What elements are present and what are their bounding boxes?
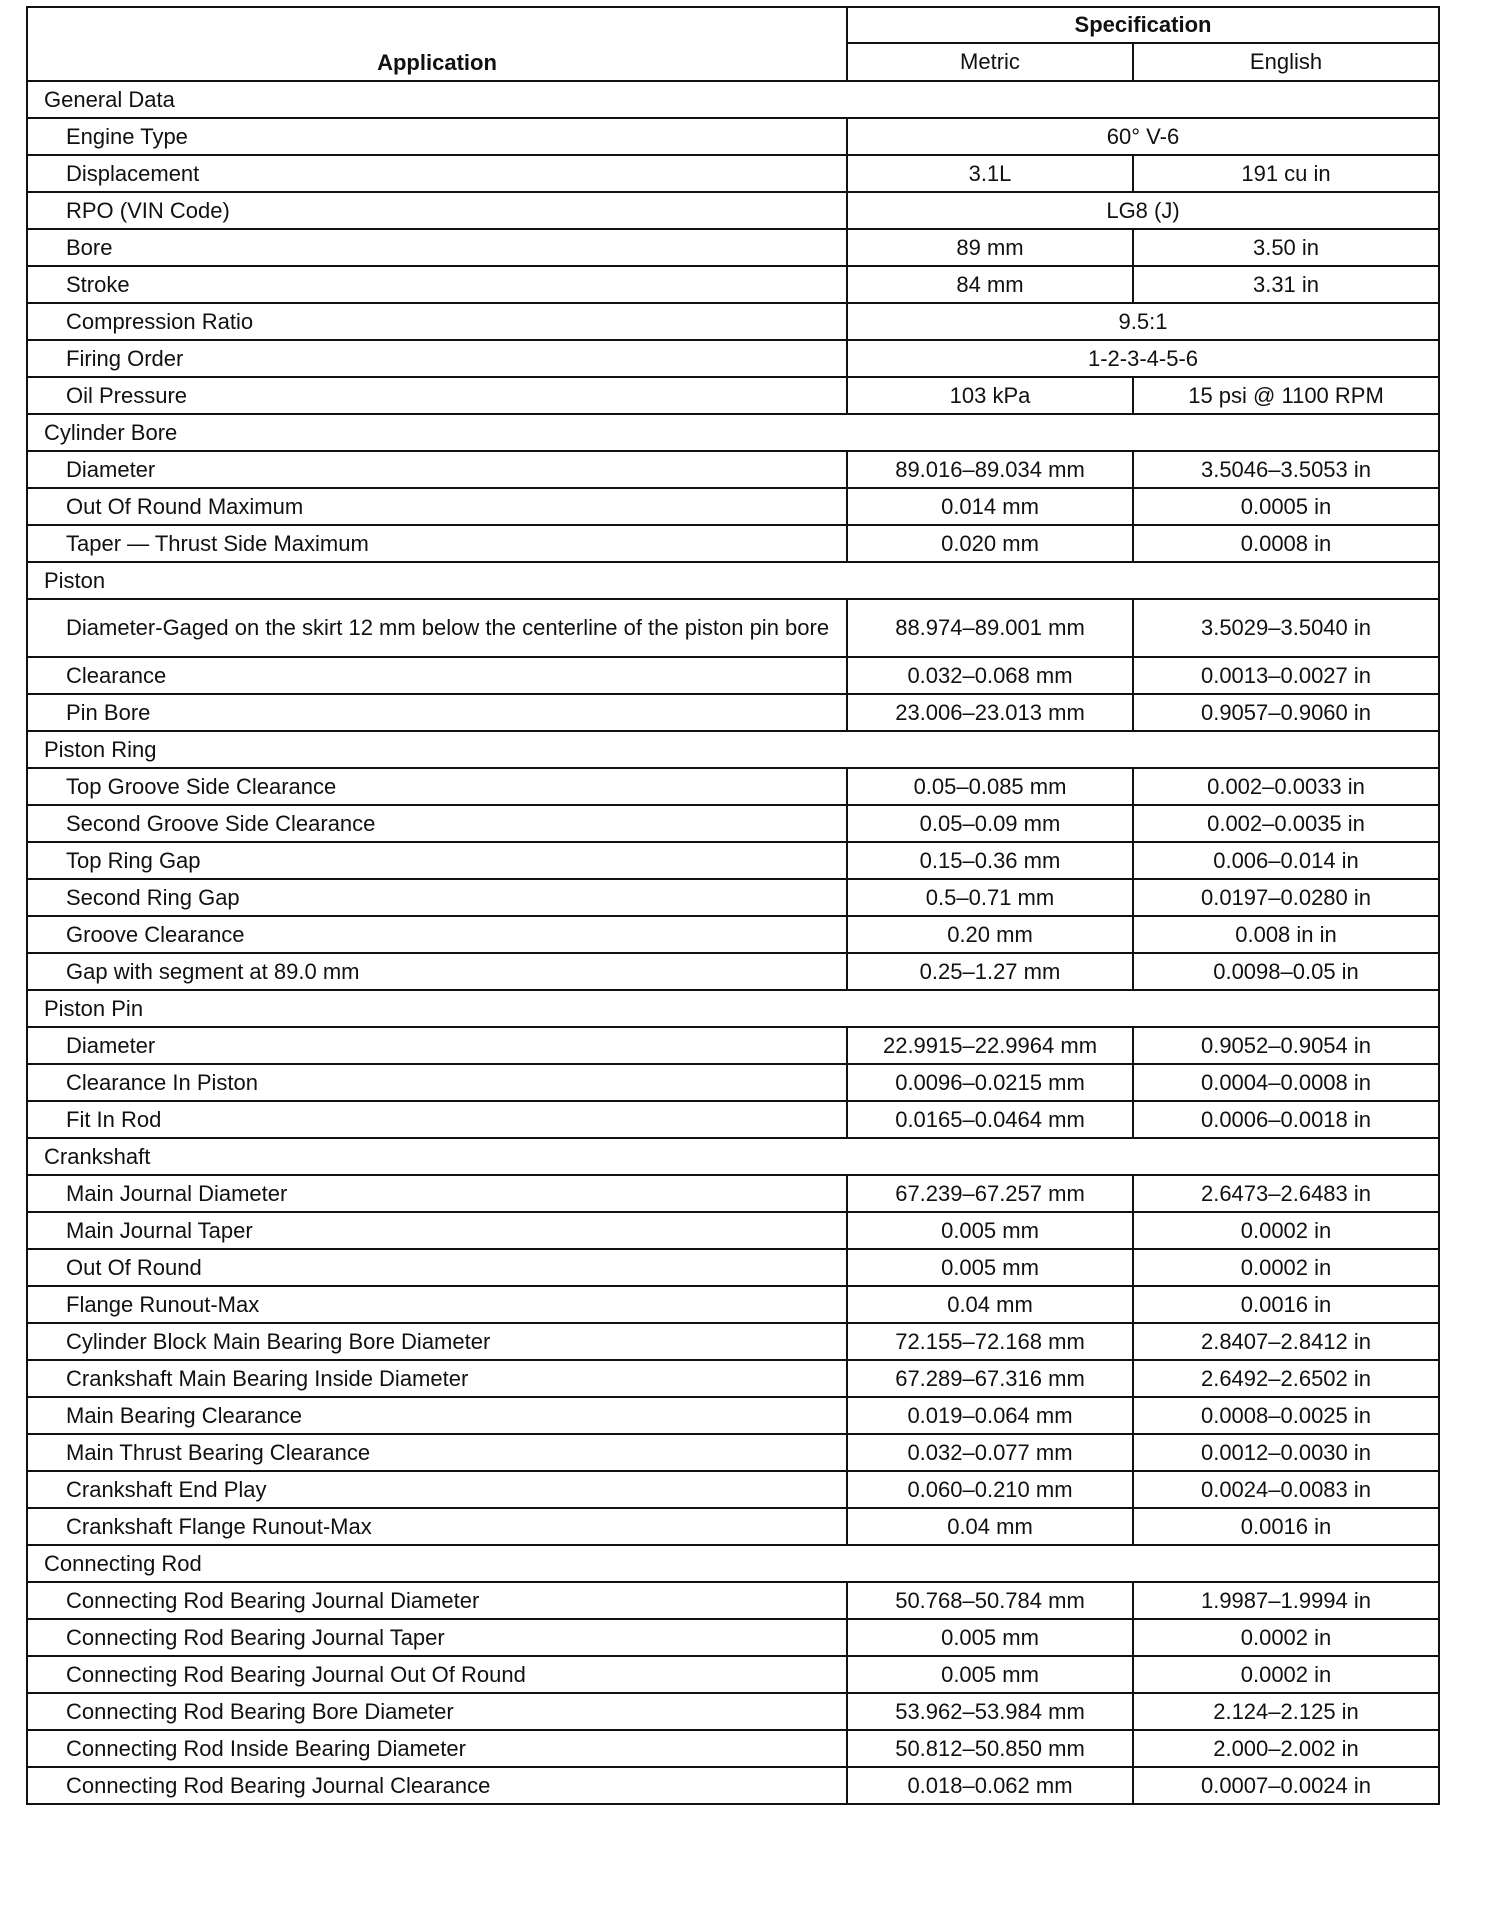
table-row	[27, 916, 1439, 953]
metric-cell: 0.0096–0.0215 mm	[847, 1064, 1133, 1101]
application-cell: Main Thrust Bearing Clearance	[27, 1434, 847, 1471]
metric-cell: 0.019–0.064 mm	[847, 1397, 1133, 1434]
table-row	[27, 1434, 1439, 1471]
table-row	[27, 1286, 1439, 1323]
metric-header: Metric	[847, 43, 1133, 81]
metric-cell: 0.05–0.085 mm	[847, 768, 1133, 805]
table-row	[27, 229, 1439, 266]
section-title: Cylinder Bore	[27, 414, 1439, 451]
section-title: Connecting Rod	[27, 1545, 1439, 1582]
spec-value-cell: LG8 (J)	[847, 192, 1439, 229]
metric-cell: 84 mm	[847, 266, 1133, 303]
english-cell: 3.5046–3.5053 in	[1133, 451, 1439, 488]
metric-cell: 67.289–67.316 mm	[847, 1360, 1133, 1397]
application-cell: Main Journal Diameter	[27, 1175, 847, 1212]
application-cell: Firing Order	[27, 340, 847, 377]
english-cell: 0.0012–0.0030 in	[1133, 1434, 1439, 1471]
table-row	[27, 303, 1439, 340]
metric-cell: 50.812–50.850 mm	[847, 1730, 1133, 1767]
table-row	[27, 118, 1439, 155]
english-cell: 0.0008 in	[1133, 525, 1439, 562]
english-cell: 0.0008–0.0025 in	[1133, 1397, 1439, 1434]
section-title: Piston Ring	[27, 731, 1439, 768]
application-header: Application	[27, 7, 847, 81]
metric-cell: 0.04 mm	[847, 1286, 1133, 1323]
metric-cell: 0.005 mm	[847, 1212, 1133, 1249]
application-cell: Diameter	[27, 451, 847, 488]
metric-cell: 103 kPa	[847, 377, 1133, 414]
section-title: Piston Pin	[27, 990, 1439, 1027]
english-cell: 0.0002 in	[1133, 1212, 1439, 1249]
application-cell: Out Of Round	[27, 1249, 847, 1286]
application-cell: Connecting Rod Inside Bearing Diameter	[27, 1730, 847, 1767]
english-cell: 0.002–0.0033 in	[1133, 768, 1439, 805]
section-row	[27, 81, 1439, 118]
metric-cell: 0.032–0.068 mm	[847, 657, 1133, 694]
application-cell: Second Groove Side Clearance	[27, 805, 847, 842]
application-cell: Oil Pressure	[27, 377, 847, 414]
table-row	[27, 657, 1439, 694]
english-cell: 3.50 in	[1133, 229, 1439, 266]
spec-value-cell: 60° V-6	[847, 118, 1439, 155]
english-cell: 0.0016 in	[1133, 1508, 1439, 1545]
table-row	[27, 1064, 1439, 1101]
english-cell: 2.124–2.125 in	[1133, 1693, 1439, 1730]
section-row	[27, 990, 1439, 1027]
table-row	[27, 768, 1439, 805]
application-cell: RPO (VIN Code)	[27, 192, 847, 229]
application-cell: Fit In Rod	[27, 1101, 847, 1138]
table-row	[27, 451, 1439, 488]
english-cell: 0.008 in in	[1133, 916, 1439, 953]
specification-header: Specification	[847, 7, 1439, 43]
table-row	[27, 805, 1439, 842]
application-cell: Clearance In Piston	[27, 1064, 847, 1101]
metric-cell: 89 mm	[847, 229, 1133, 266]
english-cell: 2.6492–2.6502 in	[1133, 1360, 1439, 1397]
application-cell: Clearance	[27, 657, 847, 694]
english-cell: 3.31 in	[1133, 266, 1439, 303]
english-cell: 0.0016 in	[1133, 1286, 1439, 1323]
application-cell: Main Journal Taper	[27, 1212, 847, 1249]
english-cell: 0.0002 in	[1133, 1656, 1439, 1693]
application-cell: Groove Clearance	[27, 916, 847, 953]
application-cell: Engine Type	[27, 118, 847, 155]
table-row	[27, 1619, 1439, 1656]
spec-value-cell: 1-2-3-4-5-6	[847, 340, 1439, 377]
metric-cell: 0.020 mm	[847, 525, 1133, 562]
application-cell: Connecting Rod Bearing Bore Diameter	[27, 1693, 847, 1730]
table-row	[27, 525, 1439, 562]
english-cell: 0.0006–0.0018 in	[1133, 1101, 1439, 1138]
table-row	[27, 1249, 1439, 1286]
metric-cell: 0.032–0.077 mm	[847, 1434, 1133, 1471]
english-cell: 2.8407–2.8412 in	[1133, 1323, 1439, 1360]
application-cell: Stroke	[27, 266, 847, 303]
metric-cell: 67.239–67.257 mm	[847, 1175, 1133, 1212]
metric-cell: 53.962–53.984 mm	[847, 1693, 1133, 1730]
metric-cell: 89.016–89.034 mm	[847, 451, 1133, 488]
table-row	[27, 1101, 1439, 1138]
metric-cell: 22.9915–22.9964 mm	[847, 1027, 1133, 1064]
application-cell: Displacement	[27, 155, 847, 192]
english-cell: 0.0002 in	[1133, 1619, 1439, 1656]
table-row	[27, 1212, 1439, 1249]
application-cell: Crankshaft Flange Runout-Max	[27, 1508, 847, 1545]
table-row	[27, 842, 1439, 879]
spec-value-cell: 9.5:1	[847, 303, 1439, 340]
table-row	[27, 377, 1439, 414]
table-row	[27, 599, 1439, 657]
table-row	[27, 1323, 1439, 1360]
table-row	[27, 953, 1439, 990]
table-header	[27, 7, 1439, 81]
application-cell: Crankshaft Main Bearing Inside Diameter	[27, 1360, 847, 1397]
application-cell: Flange Runout-Max	[27, 1286, 847, 1323]
english-cell: 0.0098–0.05 in	[1133, 953, 1439, 990]
application-cell: Crankshaft End Play	[27, 1471, 847, 1508]
metric-cell: 0.014 mm	[847, 488, 1133, 525]
english-cell: 0.0004–0.0008 in	[1133, 1064, 1439, 1101]
application-cell: Diameter	[27, 1027, 847, 1064]
metric-cell: 72.155–72.168 mm	[847, 1323, 1133, 1360]
table-row	[27, 1397, 1439, 1434]
table-row	[27, 155, 1439, 192]
application-cell: Connecting Rod Bearing Journal Clearance	[27, 1767, 847, 1804]
application-cell: Connecting Rod Bearing Journal Diameter	[27, 1582, 847, 1619]
application-cell: Bore	[27, 229, 847, 266]
section-row	[27, 562, 1439, 599]
engine-spec-table	[26, 6, 1440, 1805]
metric-cell: 0.15–0.36 mm	[847, 842, 1133, 879]
table-row	[27, 1027, 1439, 1064]
metric-cell: 0.005 mm	[847, 1656, 1133, 1693]
metric-cell: 50.768–50.784 mm	[847, 1582, 1133, 1619]
table-row	[27, 879, 1439, 916]
application-cell: Diameter-Gaged on the skirt 12 mm below the centerline of the piston pin bore	[27, 599, 847, 657]
application-cell: Gap with segment at 89.0 mm	[27, 953, 847, 990]
english-cell: 2.6473–2.6483 in	[1133, 1175, 1439, 1212]
table-row	[27, 1471, 1439, 1508]
english-cell: 191 cu in	[1133, 155, 1439, 192]
table-body	[27, 81, 1439, 1804]
application-cell: Cylinder Block Main Bearing Bore Diameter	[27, 1323, 847, 1360]
application-cell: Pin Bore	[27, 694, 847, 731]
section-row	[27, 731, 1439, 768]
table-row	[27, 488, 1439, 525]
metric-cell: 0.5–0.71 mm	[847, 879, 1133, 916]
section-title: Piston	[27, 562, 1439, 599]
english-cell: 1.9987–1.9994 in	[1133, 1582, 1439, 1619]
application-cell: Connecting Rod Bearing Journal Taper	[27, 1619, 847, 1656]
application-cell: Top Groove Side Clearance	[27, 768, 847, 805]
english-cell: 0.0024–0.0083 in	[1133, 1471, 1439, 1508]
section-row	[27, 414, 1439, 451]
english-cell: 2.000–2.002 in	[1133, 1730, 1439, 1767]
metric-cell: 3.1L	[847, 155, 1133, 192]
english-cell: 0.0013–0.0027 in	[1133, 657, 1439, 694]
table-row	[27, 340, 1439, 377]
section-title: Crankshaft	[27, 1138, 1439, 1175]
application-cell: Compression Ratio	[27, 303, 847, 340]
english-cell: 0.0005 in	[1133, 488, 1439, 525]
english-cell: 0.0197–0.0280 in	[1133, 879, 1439, 916]
table-row	[27, 192, 1439, 229]
metric-cell: 0.25–1.27 mm	[847, 953, 1133, 990]
metric-cell: 0.05–0.09 mm	[847, 805, 1133, 842]
metric-cell: 0.005 mm	[847, 1249, 1133, 1286]
spec-table-frame	[26, 6, 1438, 1805]
english-cell: 3.5029–3.5040 in	[1133, 599, 1439, 657]
section-title: General Data	[27, 81, 1439, 118]
table-row	[27, 1656, 1439, 1693]
english-cell: 0.9057–0.9060 in	[1133, 694, 1439, 731]
english-cell: 0.9052–0.9054 in	[1133, 1027, 1439, 1064]
metric-cell: 88.974–89.001 mm	[847, 599, 1133, 657]
section-row	[27, 1545, 1439, 1582]
table-row	[27, 1582, 1439, 1619]
application-cell: Connecting Rod Bearing Journal Out Of Round	[27, 1656, 847, 1693]
english-cell: 0.0002 in	[1133, 1249, 1439, 1286]
english-header: English	[1133, 43, 1439, 81]
table-row	[27, 266, 1439, 303]
application-cell: Top Ring Gap	[27, 842, 847, 879]
metric-cell: 23.006–23.013 mm	[847, 694, 1133, 731]
table-row	[27, 1508, 1439, 1545]
english-cell: 0.0007–0.0024 in	[1133, 1767, 1439, 1804]
metric-cell: 0.04 mm	[847, 1508, 1133, 1545]
metric-cell: 0.20 mm	[847, 916, 1133, 953]
table-row	[27, 1693, 1439, 1730]
table-row	[27, 1767, 1439, 1804]
table-row	[27, 1360, 1439, 1397]
application-cell: Taper — Thrust Side Maximum	[27, 525, 847, 562]
english-cell: 15 psi @ 1100 RPM	[1133, 377, 1439, 414]
metric-cell: 0.0165–0.0464 mm	[847, 1101, 1133, 1138]
metric-cell: 0.005 mm	[847, 1619, 1133, 1656]
english-cell: 0.006–0.014 in	[1133, 842, 1439, 879]
english-cell: 0.002–0.0035 in	[1133, 805, 1439, 842]
table-row	[27, 1730, 1439, 1767]
section-row	[27, 1138, 1439, 1175]
table-row	[27, 1175, 1439, 1212]
application-cell: Out Of Round Maximum	[27, 488, 847, 525]
metric-cell: 0.060–0.210 mm	[847, 1471, 1133, 1508]
table-row	[27, 694, 1439, 731]
application-cell: Main Bearing Clearance	[27, 1397, 847, 1434]
application-cell: Second Ring Gap	[27, 879, 847, 916]
metric-cell: 0.018–0.062 mm	[847, 1767, 1133, 1804]
